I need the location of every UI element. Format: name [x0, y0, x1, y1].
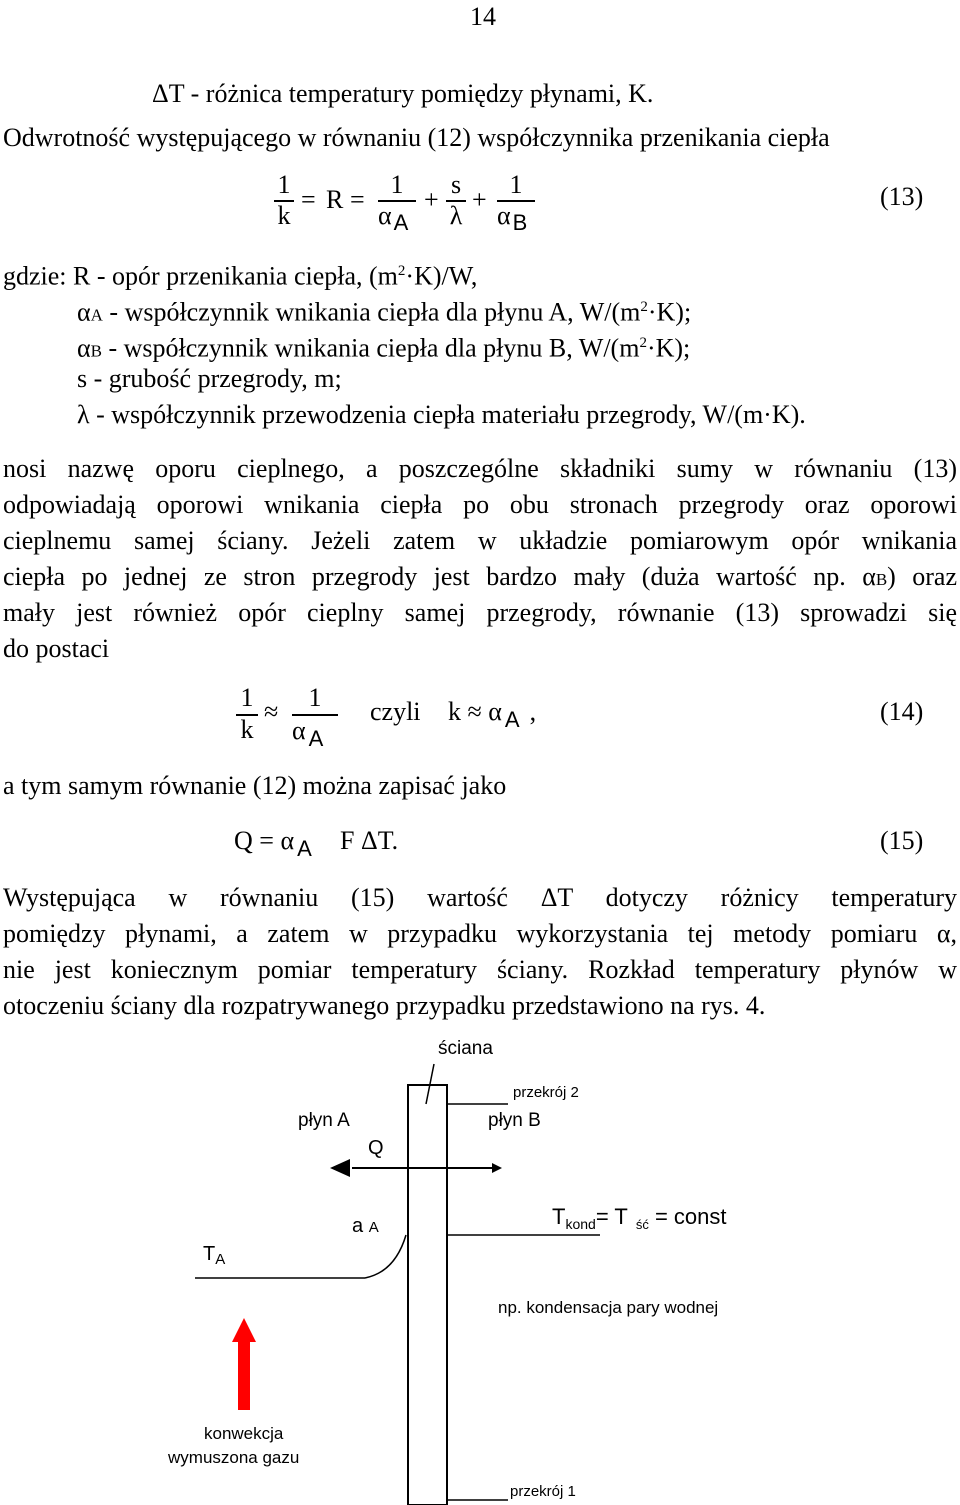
eq15-rhs: F ΔT.	[340, 826, 399, 855]
eq13-equals: =	[301, 185, 316, 214]
paragraph-line: odpowiadają oporowi wnikania ciepła po obu stronach przegrody oraz oporowi	[3, 490, 957, 519]
convection-arrow-shaft	[238, 1340, 250, 1410]
q-label: Q	[368, 1137, 384, 1159]
page-number: 14	[470, 2, 496, 31]
heat-flow-arrowhead	[330, 1159, 350, 1177]
eq14-approx: ≈	[264, 697, 279, 726]
paragraph-line: nosi nazwę oporu cieplnego, a poszczególne składniki sumy w równaniu (13)	[3, 454, 957, 483]
paragraph-line: cieplnemu samej ściany. Jeżeli zatem w układzie pomiarowym opór wnikania	[3, 526, 957, 555]
definition-s: s - grubość przegrody, m;	[77, 364, 342, 393]
eq13-lambda: λ	[449, 201, 463, 230]
eq14-czyli: czyli	[370, 697, 421, 726]
paragraph-line: ciepła po jednej ze stron przegrody jest bardzo mały (duża wartość np. αB) oraz	[3, 562, 957, 591]
eq13-k: k	[277, 201, 291, 230]
eq13-alpha-a: $\alpha_A$	[378, 201, 409, 235]
wall-label: ściana	[438, 1038, 493, 1059]
tkond-label: $T_{kond}= T$ $_{ść}$ = const	[552, 1204, 727, 1232]
eq13-sub-A: A	[393, 210, 409, 235]
line-before-eq15: a tym samym równanie (12) można zapisać jako	[3, 771, 507, 800]
eq13-s: s	[450, 170, 462, 199]
eq14-rhs: k ≈ α $_A$ ,	[448, 697, 537, 732]
eq13-one: 1	[277, 170, 291, 199]
convection-label-line-1: konwekcja	[204, 1424, 284, 1443]
eq13-one-2: 1	[390, 170, 404, 199]
eq13-one-3: 1	[509, 170, 523, 199]
definition-R: gdzie: R - opór przenikania ciepła, $(m^2\cdot K)/W$,	[3, 261, 478, 291]
definition-alpha-a: αA - współczynnik wnikania ciepła dla płynu A, $W/(m^2\cdot K)$;	[77, 297, 692, 327]
condensation-note: np. kondensacja pary wodnej	[498, 1298, 719, 1317]
fluid-b-label: płyn B	[488, 1110, 541, 1131]
paragraph-line: Występująca w równaniu (15) wartość ΔT dotyczy różnicy temperatury	[3, 883, 957, 912]
fluid-a-label: płyn A	[298, 1110, 350, 1131]
eq13-R: R	[326, 185, 344, 214]
eq15-number: (15)	[880, 826, 924, 855]
eq14-k: k	[240, 715, 254, 744]
eq13-alpha-b: $\alpha_B$	[497, 201, 528, 235]
section-1-label: przekrój 1	[510, 1483, 576, 1500]
section-2-label: przekrój 2	[513, 1084, 579, 1101]
paragraph-line: mały jest również opór cieplny samej przegrody, równanie (13) sprowadzi się	[3, 598, 957, 627]
paragraph-line: otoczeniu ściany dla rozpatrywanego przypadku przedstawiono na rys. 4.	[3, 991, 766, 1020]
eq13-number: (13)	[880, 182, 924, 211]
eq13-plus-2: +	[472, 185, 487, 214]
paragraph-line: pomiędzy płynami, a zatem w przypadku wykorzystania tej metody pomiaru α,	[3, 919, 957, 948]
intro-paragraph: Odwrotność występującego w równaniu (12) współczynnika przenikania ciepła	[3, 123, 830, 152]
eq13-plus: +	[424, 185, 439, 214]
eq15-lhs: Q = α $_A$	[234, 826, 312, 861]
paragraph-line: do postaci	[3, 634, 110, 663]
ta-label: $T_A$	[203, 1243, 226, 1268]
eq14-number: (14)	[880, 697, 924, 726]
eq13-equals-2: =	[350, 185, 365, 214]
intro-line: ΔT - różnica temperatury pomiędzy płynami, K.	[152, 79, 654, 108]
wall-rect	[408, 1085, 447, 1505]
eq13-sub-B: B	[512, 210, 528, 235]
convection-arrowhead	[232, 1318, 256, 1342]
alpha-a-label: a A	[352, 1215, 379, 1237]
definition-lambda: λ - współczynnik przewodzenia ciepła materiału przegrody, W/(m·K).	[77, 400, 806, 429]
boundary-layer-curve	[365, 1235, 406, 1278]
convection-label-line-2: wymuszona gazu	[168, 1448, 300, 1467]
eq14-alpha-a: α $_A$	[292, 716, 324, 751]
paragraph-line: nie jest koniecznym pomiar temperatury ściany. Rozkład temperatury płynów w	[3, 955, 957, 984]
eq14-one-2: 1	[308, 683, 322, 712]
eq14-one: 1	[240, 683, 254, 712]
definition-alpha-b: αB - współczynnik wnikania ciepła dla płynu B, $W/(m^2\cdot K)$;	[77, 333, 691, 363]
